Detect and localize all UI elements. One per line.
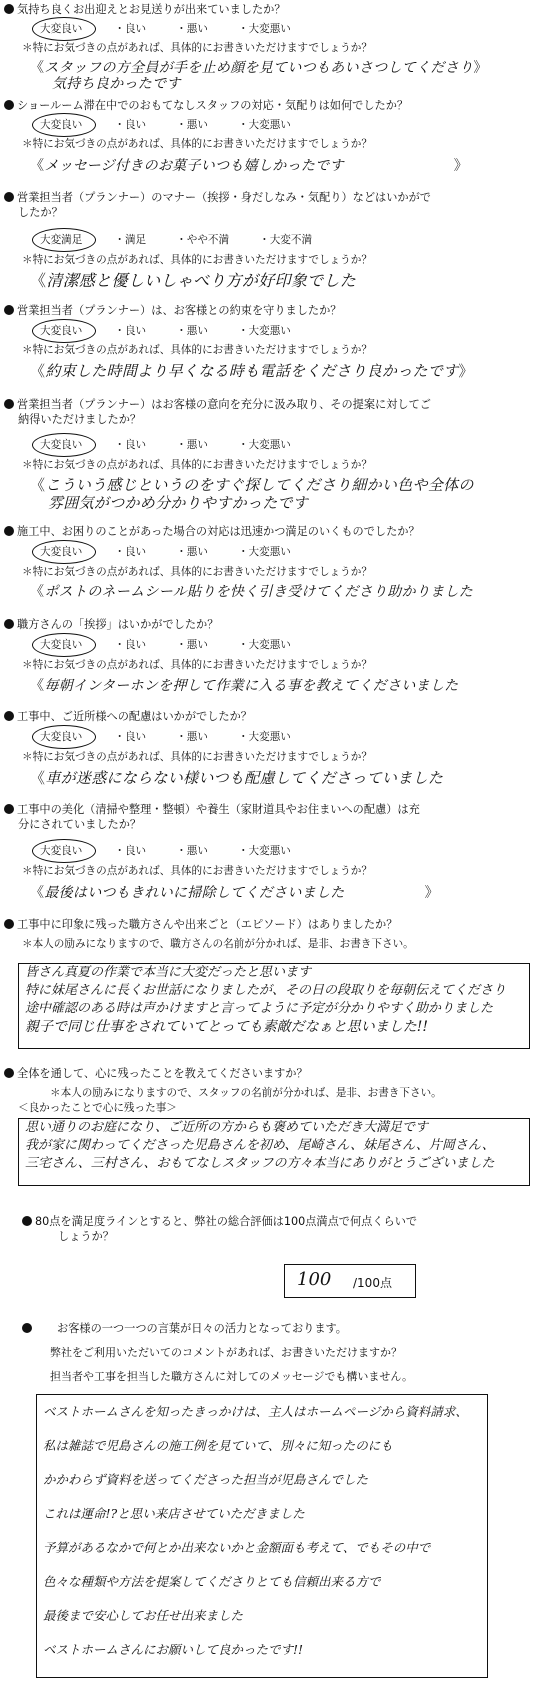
rating-option[interactable]: ・大変悪い <box>237 731 291 743</box>
question-text-cont: 分にされていましたか？ <box>18 818 142 831</box>
question-2 <box>4 98 544 113</box>
rating-option-selected[interactable]: 大変良い <box>38 324 84 338</box>
rating-option[interactable]: ・悪い <box>176 546 208 558</box>
bullet-icon <box>4 619 14 629</box>
bullet-icon <box>4 4 14 14</box>
bullet-icon <box>22 1216 32 1226</box>
selection-circle <box>32 17 96 41</box>
question-10 <box>4 917 544 932</box>
question-5 <box>4 397 544 427</box>
rating-option[interactable]: ・大変不満 <box>259 234 313 246</box>
rating-options <box>38 638 291 652</box>
selection-circle <box>32 540 96 564</box>
question-text: 施工中、お困りのことがあった場合の対応は迅速かつ満足のいくものでしたか？ <box>17 525 420 538</box>
handwritten-answer: 《毎朝インターホンを押して作業に入る事を教えてくださいました <box>30 678 459 694</box>
question-text: 80点を満足度ラインとすると、弊社の総合評価は100点満点で何点くらいで <box>35 1215 418 1228</box>
comment-prompt: ＊特にお気づきの点があれば、具体的にお書きいただけますでしょうか？ <box>22 344 372 356</box>
handwritten-answer: 三宅さん、三村さん、おもてなしスタッフの方々本当にありがとうございました <box>25 1156 495 1171</box>
question-text: 工事中、ご近所様への配慮はいかがでしたか？ <box>17 710 252 723</box>
selection-circle <box>32 433 96 457</box>
rating-option[interactable]: ・悪い <box>176 119 208 131</box>
question-9 <box>4 802 544 832</box>
rating-option[interactable]: ・良い <box>114 439 147 451</box>
question-text-cont: 納得いただけましたか？ <box>18 413 142 426</box>
handwritten-answer: 《最後はいつもきれいに掃除してくださいました 》 <box>30 885 439 901</box>
subheading: ＜良かったことで心に残った事＞ <box>18 1102 177 1114</box>
question-text: 営業担当者（プランナー）はお客様の意向を充分に汲み取り、その提案に対してご <box>17 398 431 411</box>
rating-options <box>38 730 291 744</box>
rating-options <box>38 324 291 338</box>
rating-option[interactable]: ・悪い <box>176 731 208 743</box>
rating-option[interactable]: ・良い <box>114 23 147 35</box>
question-13 <box>22 1321 542 1336</box>
rating-option[interactable]: ・良い <box>114 546 147 558</box>
rating-option[interactable]: ・良い <box>114 325 147 337</box>
handwritten-answer: 《メッセージ付きのお菓子いつも嬉しかったです 》 <box>30 158 469 174</box>
handwritten-answer: 我が家に関わってくださった児島さんを初め、尾崎さん、妹尾さん、片岡さん、 <box>25 1138 495 1153</box>
rating-options <box>38 22 291 36</box>
handwritten-answer: 雰囲気がつかめ分かりやすかったです <box>48 494 309 512</box>
bullet-icon <box>4 305 14 315</box>
handwritten-answer: 最後まで安心してお任せ出来ました <box>43 1608 244 1623</box>
comment-prompt: ＊特にお気づきの点があれば、具体的にお書きいただけますでしょうか？ <box>22 254 372 266</box>
rating-option[interactable]: ・良い <box>114 845 147 857</box>
message-request-text: 担当者や工事を担当した職方さんに対してのメッセージでも構いません。 <box>50 1370 413 1383</box>
rating-option[interactable]: ・大変悪い <box>237 119 291 131</box>
comment-prompt: ＊特にお気づきの点があれば、具体的にお書きいただけますでしょうか？ <box>22 566 372 578</box>
rating-option-selected[interactable]: 大変良い <box>38 638 84 652</box>
handwritten-answer: 親子で同じ仕事をされていてとっても素敵だなぁと思いました!! <box>25 1019 428 1035</box>
handwritten-answer: 《約束した時間より早くなる時も電話をくださり良かったです》 <box>30 362 474 380</box>
handwritten-answer: 途中確認のある時は声かけますと言ってように予定が分かりやすく助かりました <box>25 1001 494 1016</box>
rating-options <box>38 438 291 452</box>
comment-prompt: ＊特にお気づきの点があれば、具体的にお書きいただけますでしょうか？ <box>22 138 372 150</box>
rating-option-selected[interactable]: 大変良い <box>38 545 84 559</box>
note-text: ＊本人の励みになりますので、職方さんの名前が分かれば、是非、お書き下さい。 <box>22 938 414 950</box>
handwritten-answer: 《ポストのネームシール貼りを快く引き受けてくださり助かりました <box>30 584 474 600</box>
bullet-icon <box>4 1068 14 1078</box>
rating-options <box>38 844 291 858</box>
rating-option[interactable]: ・大変悪い <box>237 639 291 651</box>
question-1 <box>4 2 544 17</box>
handwritten-answer: 私は雑誌で児島さんの施工例を見ていて、別々に知ったのにも <box>43 1438 393 1453</box>
note-text: ＊本人の励みになりますので、スタッフの名前が分かれば、是非、お書き下さい。 <box>50 1087 442 1099</box>
question-text: 営業担当者（プランナー）は、お客様との約束を守りましたか？ <box>17 304 342 317</box>
rating-option[interactable]: ・大変悪い <box>237 845 291 857</box>
rating-option[interactable]: ・悪い <box>176 639 208 651</box>
score-box <box>284 1264 416 1298</box>
question-text: 気持ち良くお出迎えとお見送りが出来ていましたか？ <box>17 3 286 16</box>
rating-option[interactable]: ・大変悪い <box>237 439 291 451</box>
handwritten-answer: 思い通りのお庭になり、ご近所の方からも褒めていただき大満足です <box>25 1120 429 1135</box>
rating-option-selected[interactable]: 大変良い <box>38 118 84 132</box>
rating-option[interactable]: ・良い <box>114 731 147 743</box>
selection-circle <box>32 319 96 343</box>
answer-box <box>18 963 530 1049</box>
selection-circle <box>32 633 96 657</box>
question-11 <box>4 1066 544 1081</box>
rating-option[interactable]: ・大変悪い <box>237 546 291 558</box>
handwritten-answer: ベストホームさんにお願いして良かったです!! <box>43 1642 304 1657</box>
rating-option[interactable]: ・良い <box>114 119 147 131</box>
rating-option[interactable]: ・悪い <box>176 23 208 35</box>
comment-prompt: ＊特にお気づきの点があれば、具体的にお書きいただけますでしょうか？ <box>22 42 372 54</box>
bullet-icon <box>22 1323 32 1333</box>
comment-prompt: ＊特にお気づきの点があれば、具体的にお書きいただけますでしょうか？ <box>22 659 372 671</box>
handwritten-answer: 皆さん真夏の作業で本当に大変だったと思います <box>25 965 312 980</box>
handwritten-answer: 気持ち良かったです <box>52 76 181 92</box>
rating-option-selected[interactable]: 大変満足 <box>38 233 84 247</box>
bullet-icon <box>4 711 14 721</box>
answer-box <box>36 1394 488 1678</box>
handwritten-answer: これは運命!?と思い来店させていただきました <box>43 1506 305 1521</box>
rating-option[interactable]: ・良い <box>114 639 147 651</box>
comment-prompt: ＊特にお気づきの点があれば、具体的にお書きいただけますでしょうか？ <box>22 459 372 471</box>
question-text: 工事中の美化（清掃や整理・整頓）や養生（家財道具やお住まいへの配慮）は充 <box>17 803 420 816</box>
handwritten-answer: 《清潔感と優しいしゃべり方が好印象でした <box>30 271 357 290</box>
answer-box <box>18 1118 530 1186</box>
rating-option-selected[interactable]: 大変良い <box>38 438 84 452</box>
question-text: お客様の一つ一つの言葉が日々の活力となっております。 <box>57 1322 347 1335</box>
selection-circle <box>32 725 96 749</box>
question-6 <box>4 524 544 539</box>
question-4 <box>4 303 544 318</box>
bullet-icon <box>4 919 14 929</box>
question-12 <box>22 1214 542 1244</box>
score-value: 100 <box>297 1269 332 1290</box>
handwritten-answer: 《スタッフの方全員が手を止め顔を見ていつもあいさつしてくださり》 <box>30 60 488 76</box>
question-text: 営業担当者（プランナー）のマナー（挨拶・身だしなみ・気配り）などはいかがで <box>17 191 431 204</box>
rating-option-selected[interactable]: 大変良い <box>38 844 84 858</box>
question-text: 職方さんの「挨拶」はいかがでしたか？ <box>17 618 219 631</box>
question-text-cont: したか？ <box>18 206 63 219</box>
rating-option[interactable]: ・満足 <box>114 234 147 246</box>
rating-options <box>38 118 291 132</box>
rating-option[interactable]: ・大変悪い <box>237 23 291 35</box>
rating-option[interactable]: ・悪い <box>176 845 208 857</box>
question-text-cont: しょうか？ <box>58 1230 114 1243</box>
rating-option[interactable]: ・悪い <box>176 325 208 337</box>
bullet-icon <box>4 100 14 110</box>
handwritten-answer: 特に妹尾さんに長くお世話になりましたが、その日の段取りを毎朝伝えてくださり <box>25 983 507 998</box>
handwritten-answer: 色々な種類や方法を提案してくださりとても信頼出来る方で <box>43 1574 381 1589</box>
rating-option[interactable]: ・やや不満 <box>176 234 230 246</box>
rating-option[interactable]: ・悪い <box>176 439 208 451</box>
bullet-icon <box>4 804 14 814</box>
question-text: ショールーム滞在中でのおもてなしスタッフの対応・気配りは如何でしたか？ <box>17 99 409 112</box>
handwritten-answer: ベストホームさんを知ったきっかけは、主人はホームページから資料請求、 <box>43 1404 468 1419</box>
comment-prompt: ＊特にお気づきの点があれば、具体的にお書きいただけますでしょうか？ <box>22 865 372 877</box>
handwritten-answer: 予算があるなかで何とか出来ないかと金額面も考えて、でもその中で <box>43 1540 431 1555</box>
question-8 <box>4 709 544 724</box>
handwritten-answer: 《こういう感じというのをすぐ探してくださり細かい色や全体の <box>30 476 474 494</box>
comment-request-text: 弊社をご利用いただいてのコメントがあれば、お書きいただけますか？ <box>50 1346 402 1359</box>
rating-option[interactable]: ・大変悪い <box>237 325 291 337</box>
handwritten-answer: 《車が迷惑にならない様いつも配慮してくださっていました <box>30 769 444 787</box>
bullet-icon <box>4 399 14 409</box>
comment-prompt: ＊特にお気づきの点があれば、具体的にお書きいただけますでしょうか？ <box>22 751 372 763</box>
rating-options <box>38 233 312 247</box>
question-7 <box>4 617 544 632</box>
question-3 <box>4 190 544 220</box>
handwritten-answer: かかわらず資料を送ってくださった担当が児島さんでした <box>43 1472 369 1487</box>
selection-circle <box>32 113 96 137</box>
rating-option-selected[interactable]: 大変良い <box>38 730 84 744</box>
rating-options <box>38 545 291 559</box>
rating-option-selected[interactable]: 大変良い <box>38 22 84 36</box>
selection-circle <box>32 228 96 252</box>
bullet-icon <box>4 192 14 202</box>
question-text: 工事中に印象に残った職方さんや出来ごと（エピソード）はありましたか？ <box>17 918 398 931</box>
selection-circle <box>32 839 96 863</box>
question-text: 全体を通して、心に残ったことを教えてくださいますか？ <box>17 1067 308 1080</box>
bullet-icon <box>4 526 14 536</box>
score-suffix: /100点 <box>353 1276 392 1290</box>
